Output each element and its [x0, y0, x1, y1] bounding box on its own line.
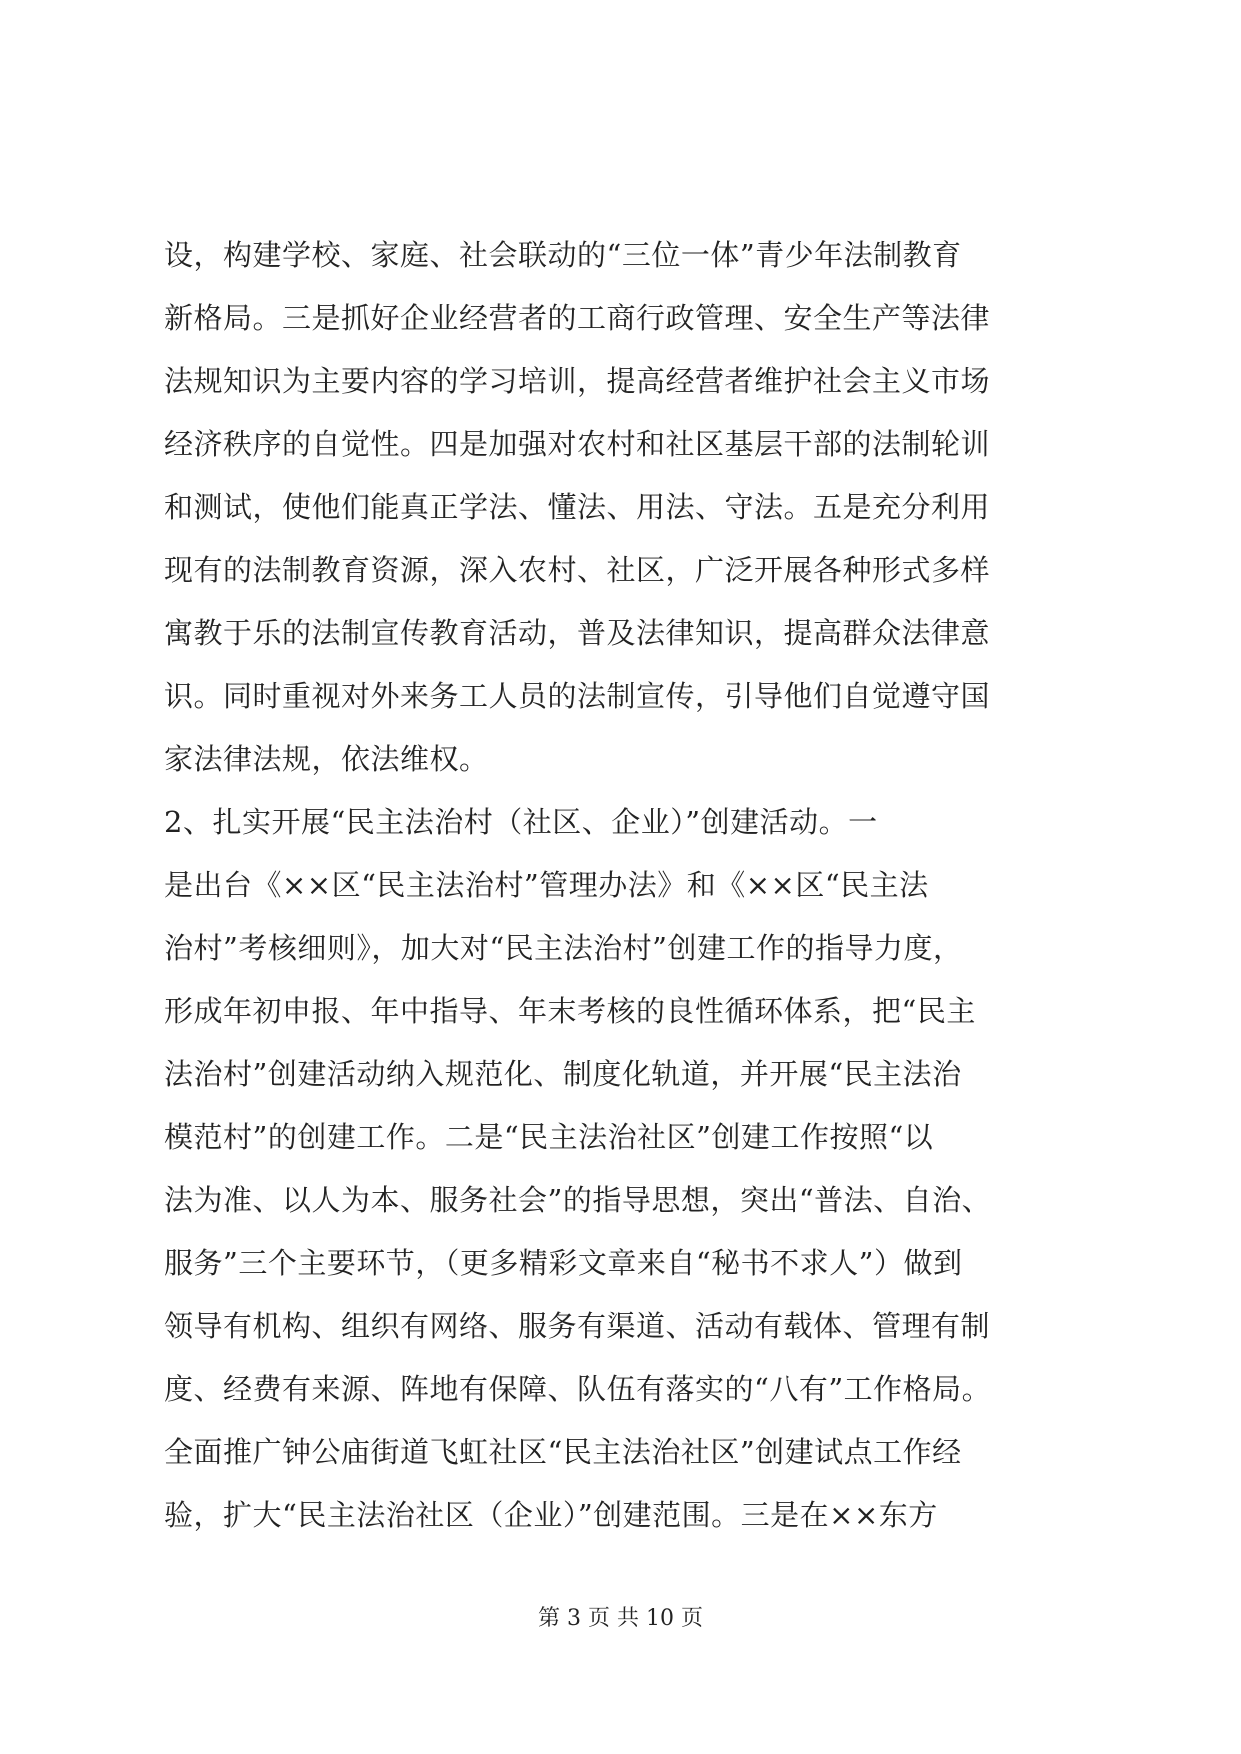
text-line: 形成年初申报、年中指导、年末考核的良性循环体系，把“民主 [164, 994, 976, 1028]
text-line: 和测试，使他们能真正学法、懂法、用法、守法。五是充分利用 [164, 490, 991, 524]
text-line: 家法律法规，依法维权。 [164, 742, 489, 776]
page-footer [0, 1604, 1241, 1634]
text-line: 2、扎实开展“民主法治村（社区、企业）”创建活动。一 [164, 805, 878, 839]
text-line: 度、经费有来源、阵地有保障、队伍有落实的“八有”工作格局。 [164, 1372, 992, 1406]
text-line: 现有的法制教育资源，深入农村、社区，广泛开展各种形式多样 [164, 553, 991, 587]
text-line: 识。同时重视对外来务工人员的法制宣传，引导他们自觉遵守国 [164, 679, 991, 713]
text-line: 经济秩序的自觉性。四是加强对农村和社区基层干部的法制轮训 [164, 427, 991, 461]
page-number: 第 3 页 共 10 页 [538, 1606, 703, 1631]
text-line: 法规知识为主要内容的学习培训，提高经营者维护社会主义市场 [164, 364, 991, 398]
text-line: 是出台《××区“民主法治村”管理办法》和《××区“民主法 [164, 868, 929, 902]
text-line: 服务”三个主要环节，（更多精彩文章来自“秘书不求人”）做到 [164, 1246, 963, 1280]
text-line: 模范村”的创建工作。二是“民主法治社区”创建工作按照“以 [164, 1120, 934, 1154]
text-line: 法治村”创建活动纳入规范化、制度化轨道，并开展“民主法治 [164, 1057, 962, 1091]
text-line: 新格局。三是抓好企业经营者的工商行政管理、安全生产等法律 [164, 301, 991, 335]
text-line: 法为准、以人为本、服务社会”的指导思想，突出“普法、自治、 [164, 1183, 992, 1217]
text-line: 领导有机构、组织有网络、服务有渠道、活动有载体、管理有制 [164, 1309, 991, 1343]
text-line: 治村”考核细则》，加大对“民主法治村”创建工作的指导力度， [164, 931, 963, 965]
body-text [164, 224, 1084, 1547]
text-line: 验，扩大“民主法治社区（企业）”创建范围。三是在××东方 [164, 1498, 938, 1532]
text-line: 设，构建学校、家庭、社会联动的“三位一体”青少年法制教育 [164, 238, 962, 272]
text-line: 全面推广钟公庙街道飞虹社区“民主法治社区”创建试点工作经 [164, 1435, 962, 1469]
text-line: 寓教于乐的法制宣传教育活动，普及法律知识，提高群众法律意 [164, 616, 991, 650]
